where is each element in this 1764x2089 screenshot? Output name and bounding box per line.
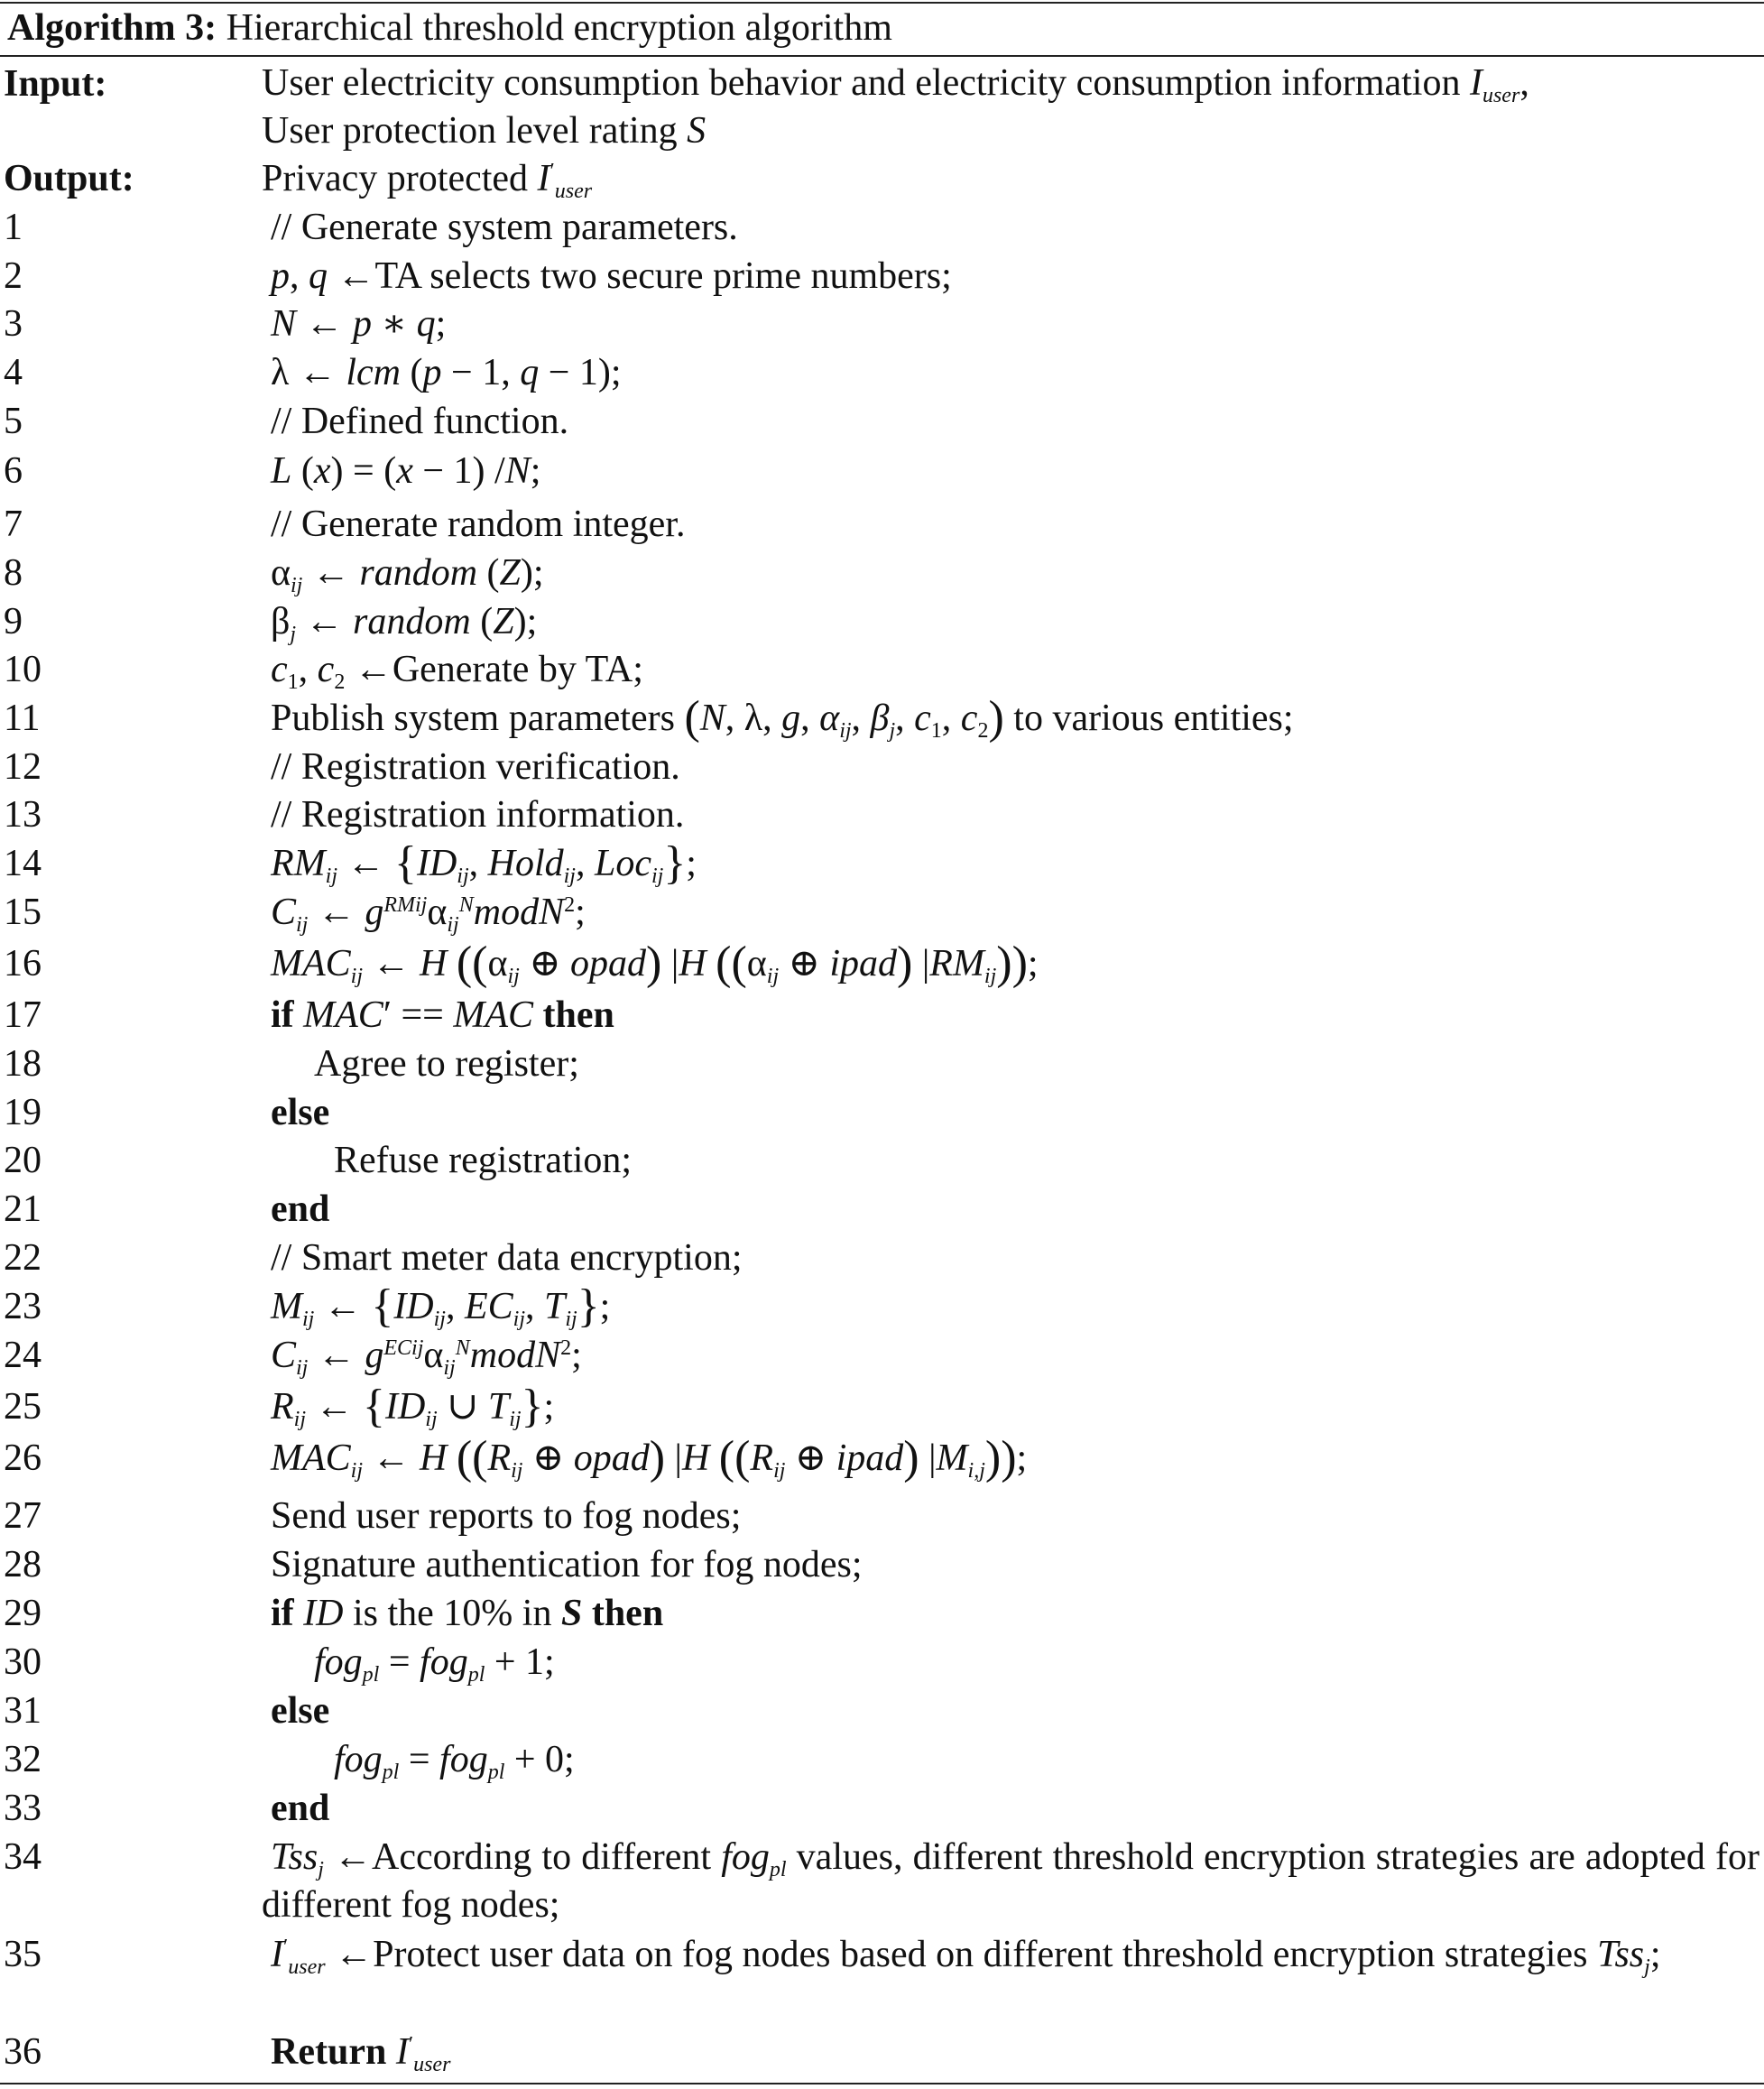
code-line-4: [0, 349, 1764, 397]
code-line-8: [0, 550, 1764, 597]
line-number: 5: [4, 401, 23, 442]
line-number: 11: [4, 698, 41, 739]
line-number: 21: [4, 1188, 42, 1230]
line-code: else: [271, 1092, 330, 1133]
code-line-36: [0, 2029, 1764, 2076]
line-number: 10: [4, 649, 42, 690]
line-code: $I'_{user}$ ←Protect user data on fog nodes based on different threshold encryption strategies Tss$_j$;: [271, 1934, 1661, 1979]
input-label: Input:: [4, 63, 107, 105]
line-number: 35: [4, 1934, 42, 1975]
top-rule: [0, 2, 1764, 4]
code-line-29: [0, 1590, 1764, 1638]
code-line-21: [0, 1186, 1764, 1234]
line-number: 14: [4, 843, 42, 884]
line-number: 18: [4, 1043, 42, 1085]
line-code: end: [271, 1788, 330, 1829]
line-number: 31: [4, 1690, 42, 1732]
code-line-31: [0, 1687, 1764, 1735]
line-number: 7: [4, 504, 23, 545]
code-line-32: [0, 1736, 1764, 1784]
line-code: fog$_{pl}$ = fog$_{pl}$ + 0;: [334, 1739, 575, 1784]
line-number: 16: [4, 943, 42, 984]
code-line-16: [0, 940, 1764, 988]
line-number: 20: [4, 1140, 42, 1181]
line-number: 29: [4, 1593, 42, 1634]
line-code: // Generate system parameters.: [271, 207, 738, 248]
line-code: Signature authentication for fog nodes;: [271, 1544, 863, 1585]
line-number: 9: [4, 601, 23, 642]
line-number: 6: [4, 450, 23, 492]
line-code: Agree to register;: [314, 1043, 579, 1085]
line-number: 25: [4, 1386, 42, 1428]
code-line-35: [0, 1931, 1764, 2027]
code-line-26: [0, 1432, 1764, 1484]
line-code: if MAC′ == MAC then: [271, 994, 614, 1036]
line-code: // Smart meter data encryption;: [271, 1237, 743, 1279]
line-code: $C_{ij}$ ← $g^{RMij}\alpha_{ij}^NmodN^2$;: [271, 892, 586, 937]
code-line-17: [0, 992, 1764, 1040]
line-code: // Registration verification.: [271, 746, 680, 788]
line-number: 32: [4, 1739, 42, 1780]
line-code: // Defined function.: [271, 401, 569, 442]
code-line-30: [0, 1639, 1764, 1687]
code-line-3: [0, 300, 1764, 348]
code-line-34: [0, 1834, 1764, 1929]
code-line-5: [0, 398, 1764, 446]
line-code: // Registration information.: [271, 794, 685, 836]
line-code: Send user reports to fog nodes;: [271, 1495, 742, 1537]
line-number: 22: [4, 1237, 42, 1279]
code-line-7: [0, 501, 1764, 549]
header-rule: [0, 55, 1764, 57]
line-number: 28: [4, 1544, 42, 1585]
code-line-28: [0, 1541, 1764, 1589]
code-line-14: [0, 837, 1764, 889]
line-code: N ← p ∗ q;: [271, 303, 447, 345]
line-code: fog$_{pl}$ = fog$_{pl}$ + 1;: [314, 1641, 555, 1687]
line-number: 12: [4, 746, 42, 788]
code-line-10: [0, 646, 1764, 694]
line-number: 1: [4, 207, 23, 248]
line-number: 34: [4, 1836, 42, 1878]
algorithm-caption: [7, 5, 892, 51]
code-line-27: [0, 1493, 1764, 1540]
line-code: else: [271, 1690, 330, 1732]
line-number: 13: [4, 794, 42, 836]
line-code: Refuse registration;: [334, 1140, 633, 1181]
line-code: L (x) = (x − 1) /N;: [271, 450, 541, 492]
line-code: λ ← lcm (p − 1, q − 1);: [271, 352, 622, 393]
code-line-24: [0, 1332, 1764, 1380]
code-line-6: [0, 448, 1764, 495]
code-line-1: [0, 204, 1764, 252]
output-text: Privacy protected $I'_{user}$: [262, 158, 593, 203]
line-number: 33: [4, 1788, 42, 1829]
code-line-9: [0, 598, 1764, 646]
code-line-11: [0, 692, 1764, 744]
algorithm-title: Hierarchical threshold encryption algorithm: [226, 7, 892, 49]
code-line-33: [0, 1785, 1764, 1833]
line-code: $MAC_{ij}$ ← H (($R_{ij}$ ⊕ opad) |H (($R_{ij}$ ⊕ ipad) $|M_{i,j}$));: [271, 1432, 1028, 1484]
code-line-15: [0, 889, 1764, 937]
code-line-23: [0, 1280, 1764, 1332]
line-code: $\alpha_{ij}$ ← random (Z);: [271, 552, 544, 597]
code-line-25: [0, 1383, 1764, 1431]
code-line-13: [0, 791, 1764, 839]
line-code: Publish system parameters (N, λ, g, $\alpha_{ij}$, $\beta_j$, $c_1$, $c_2$) to various entities;: [271, 692, 1294, 744]
line-code: $M_{ij}$ ← {$ID_{ij}$, $EC_{ij}$, $T_{ij}$};: [271, 1280, 611, 1332]
line-code: p, q ←TA selects two secure prime numbers;: [271, 255, 952, 297]
line-number: 8: [4, 552, 23, 594]
line-number: 3: [4, 303, 23, 345]
code-line-12: [0, 744, 1764, 791]
code-line-20: [0, 1137, 1764, 1185]
line-number: 17: [4, 994, 42, 1036]
line-code: end: [271, 1188, 330, 1230]
line-code: $c_1$, $c_2$ ←Generate by TA;: [271, 649, 643, 694]
line-code: $RM_{ij}$ ← {$ID_{ij}$, Hold$_{ij}$, Loc$_{ij}$};: [271, 837, 697, 889]
line-number: 23: [4, 1286, 42, 1327]
line-number: 2: [4, 255, 23, 297]
line-number: 4: [4, 352, 23, 393]
code-line-18: [0, 1040, 1764, 1088]
output-label: Output:: [4, 158, 134, 199]
line-code: // Generate random integer.: [271, 504, 686, 545]
bottom-rule: [0, 2083, 1764, 2084]
line-code: $MAC_{ij}$ ← H (($\alpha_{ij}$ ⊕ opad) |H (($\alpha_{ij}$ ⊕ ipad) $|RM_{ij}$));: [271, 938, 1039, 989]
line-code: Return $I'_{user}$: [271, 2031, 451, 2076]
code-line-22: [0, 1234, 1764, 1282]
line-code: $R_{ij}$ ← {$ID_{ij}$ ∪ $T_{ij}$};: [271, 1381, 555, 1432]
input-text: User electricity consumption behavior and electricity consumption information $I_{user}$, User protection level rating S: [262, 62, 1529, 152]
line-code: $C_{ij}$ ← $g^{ECij}\alpha_{ij}^NmodN^2$;: [271, 1335, 582, 1380]
line-code: if ID is the 10% in S then: [271, 1593, 664, 1634]
line-number: 24: [4, 1335, 42, 1376]
line-code: Tss$_j$ ←According to different fog$_{pl}$ values, different threshold encryption strategies are adopted for different fog nodes;: [262, 1836, 1759, 1926]
line-number: 19: [4, 1092, 42, 1133]
code-line-19: [0, 1089, 1764, 1137]
code-line-2: [0, 253, 1764, 300]
algorithm-label: Algorithm 3:: [7, 7, 217, 49]
line-number: 36: [4, 2031, 42, 2073]
line-number: 26: [4, 1437, 42, 1479]
line-number: 30: [4, 1641, 42, 1683]
line-code: $\beta_j$ ← random (Z);: [271, 601, 538, 646]
line-number: 15: [4, 892, 42, 933]
line-number: 27: [4, 1495, 42, 1537]
